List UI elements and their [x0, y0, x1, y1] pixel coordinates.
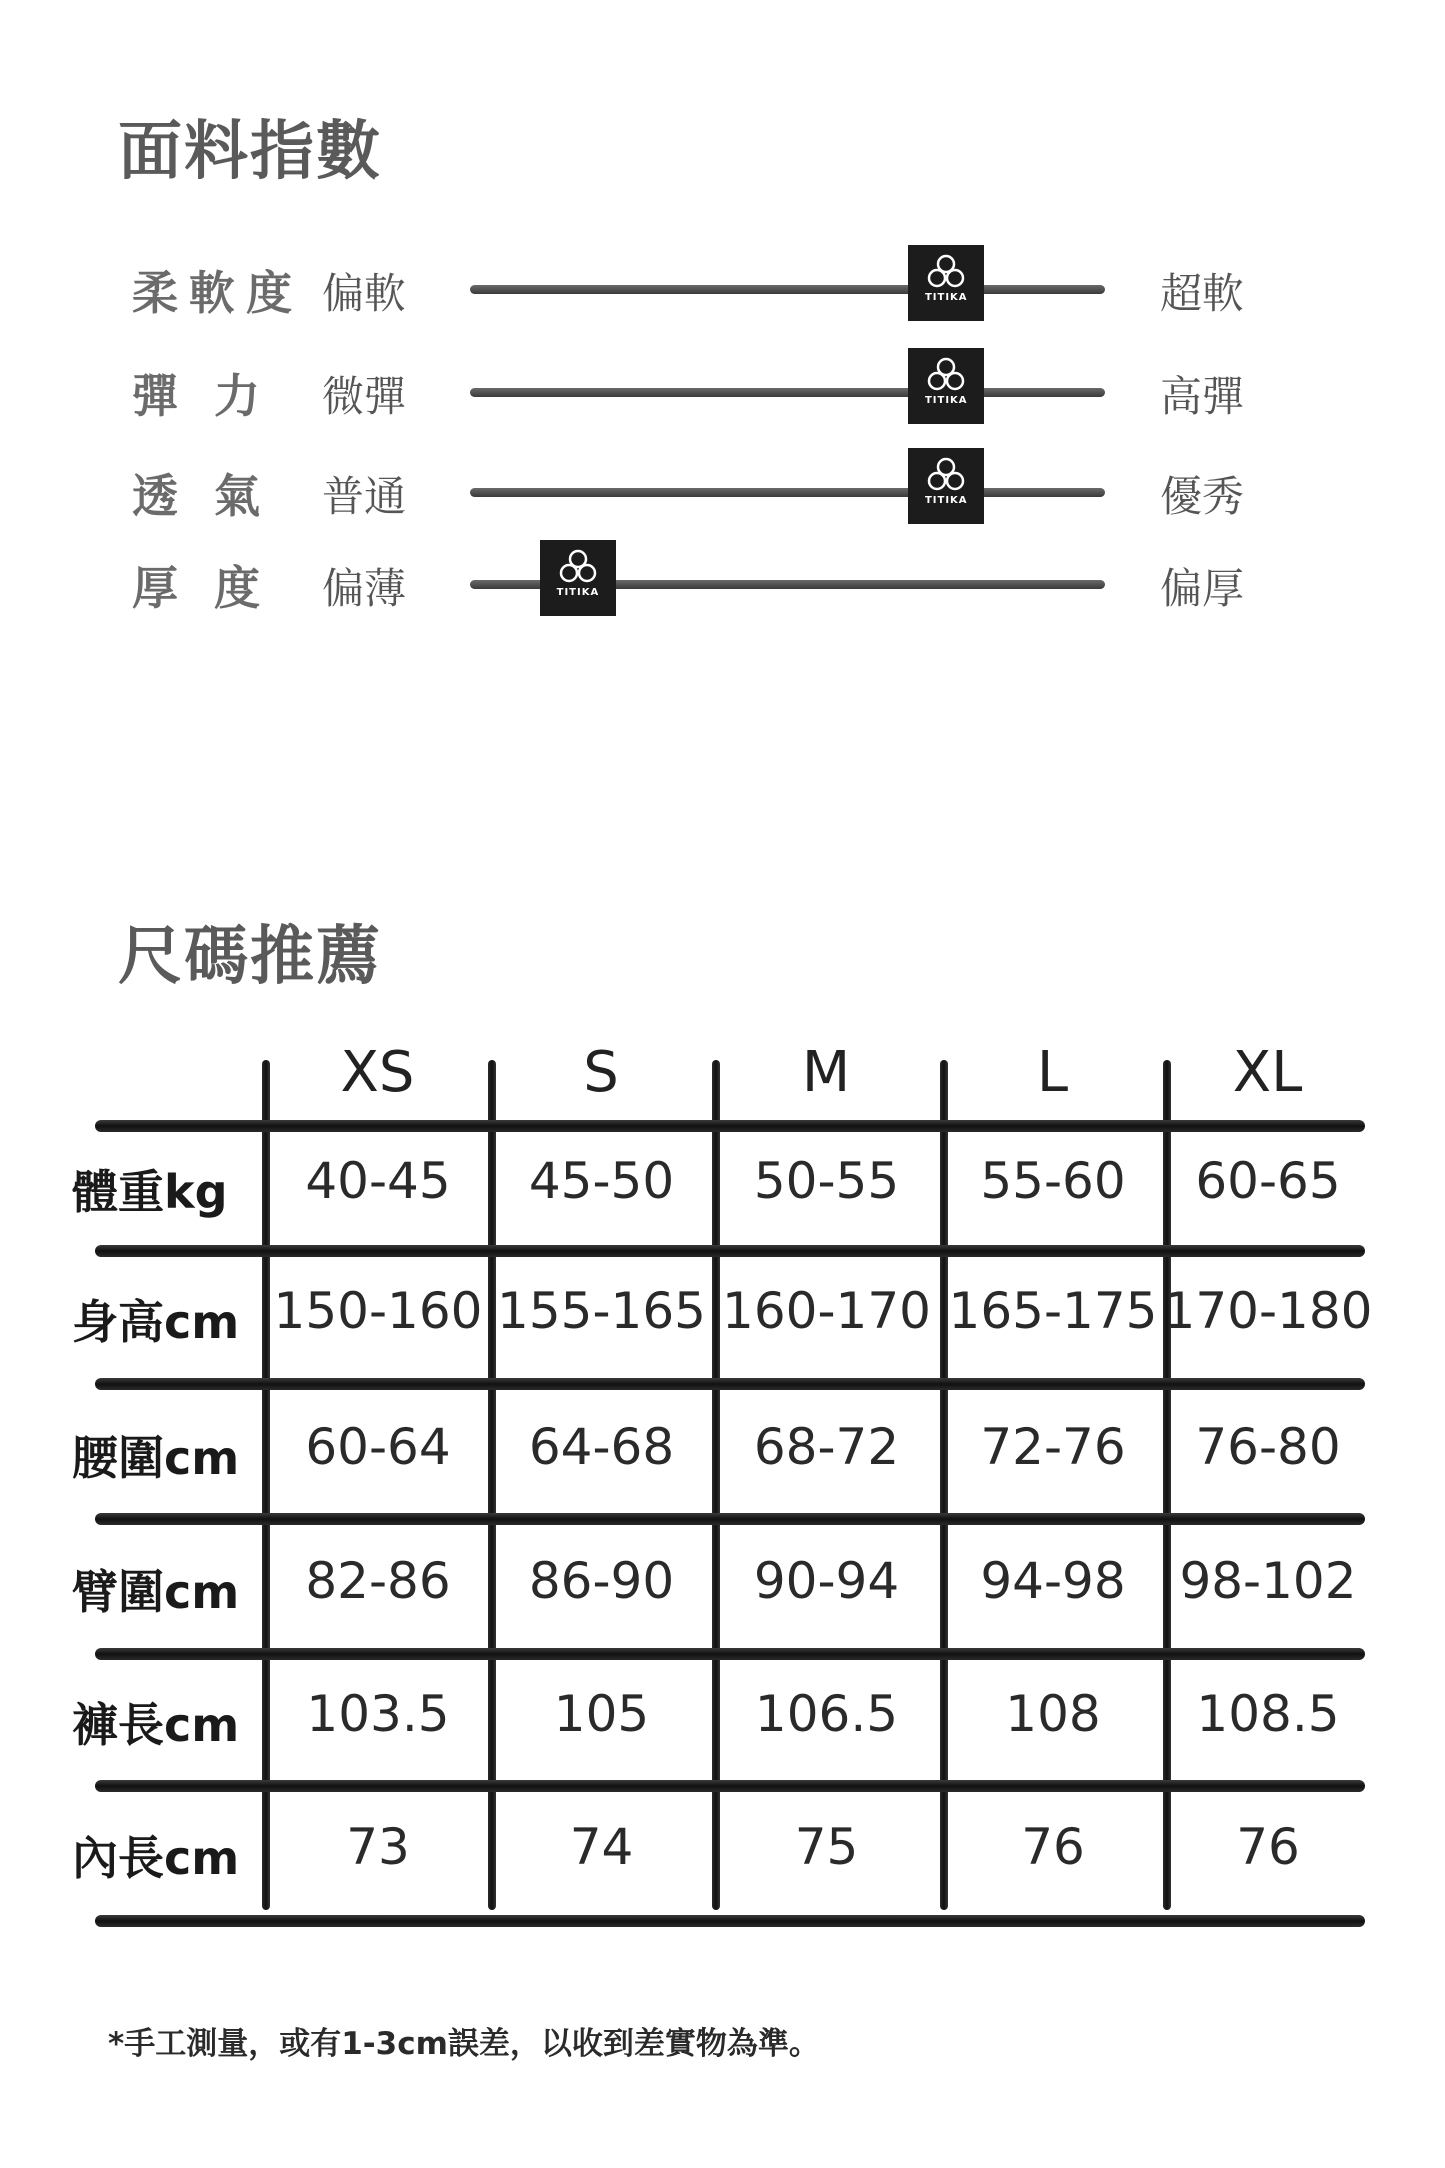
table-cell: 45-50 [528, 1152, 675, 1210]
fabric-label-char: 透 [132, 469, 178, 523]
table-cell: 50-55 [753, 1152, 900, 1210]
trefoil-logo-icon [556, 548, 600, 586]
fabric-row [0, 348, 1445, 438]
table-row-label: 臂圍cm [72, 1565, 240, 1619]
table-row-divider [95, 1120, 1365, 1132]
fabric-high-label: 超軟 [1160, 269, 1245, 318]
fabric-label-char: 度 [246, 266, 292, 320]
fabric-high-label: 偏厚 [1160, 564, 1245, 613]
fabric-level-badge [908, 245, 984, 321]
size-header-cell: XS [340, 1040, 415, 1105]
fabric-low-label: 普通 [322, 472, 407, 521]
table-cell: 40-45 [305, 1152, 451, 1210]
fabric-level-badge [540, 540, 616, 616]
table-cell: 108.5 [1196, 1685, 1340, 1743]
table-cell: 165-175 [948, 1282, 1158, 1340]
table-cell: 98-102 [1179, 1552, 1357, 1610]
table-row-divider [95, 1378, 1365, 1390]
fabric-high-label: 高彈 [1160, 372, 1245, 421]
table-cell: 55-60 [980, 1152, 1126, 1210]
table-row-label: 內長cm [72, 1831, 240, 1885]
table-cell: 90-94 [753, 1552, 900, 1610]
table-row-label: 褲長cm [72, 1698, 240, 1752]
fabric-label-char: 氣 [214, 469, 260, 523]
fabric-label-char: 彈 [132, 369, 178, 423]
fabric-high-label: 優秀 [1160, 472, 1245, 521]
table-cell: 103.5 [306, 1685, 450, 1743]
table-cell: 94-98 [980, 1552, 1126, 1610]
fabric-label-char: 柔 [132, 266, 178, 320]
fabric-scale-track [470, 285, 1105, 294]
table-cell: 68-72 [753, 1418, 900, 1476]
table-cell: 105 [553, 1685, 650, 1743]
size-header-cell: XL [1232, 1040, 1303, 1105]
fabric-row [0, 448, 1445, 538]
table-cell: 60-64 [305, 1418, 451, 1476]
table-row-divider [95, 1648, 1365, 1660]
fabric-low-label: 偏薄 [322, 564, 407, 613]
badge-brand-text: TITIKA [924, 395, 968, 406]
badge-brand-text: TITIKA [556, 587, 600, 598]
table-cell: 74 [569, 1818, 634, 1876]
fabric-label [132, 257, 292, 323]
table-cell: 106.5 [754, 1685, 899, 1743]
table-cell: 86-90 [528, 1552, 675, 1610]
table-cell: 76 [1021, 1818, 1085, 1876]
badge-brand-text: TITIKA [924, 292, 968, 303]
fabric-scale-track [470, 488, 1105, 497]
size-header-cell: L [1036, 1040, 1069, 1105]
fabric-label-char: 力 [214, 369, 260, 423]
table-row-label: 腰圍cm [72, 1431, 240, 1485]
table-row-label: 身高cm [72, 1295, 240, 1349]
badge-brand-text: TITIKA [924, 495, 968, 506]
footnote: *手工測量，或有1-3cm誤差，以收到差實物為準。 [108, 2026, 820, 2062]
fabric-index-title: 面料指數 [118, 115, 382, 189]
table-cell: 170-180 [1163, 1282, 1373, 1340]
table-cell: 160-170 [722, 1282, 931, 1340]
fabric-row [0, 245, 1445, 335]
table-cell: 72-76 [980, 1418, 1126, 1476]
table-row-divider [95, 1780, 1365, 1792]
trefoil-logo-icon [924, 456, 968, 494]
fabric-label [132, 460, 260, 526]
size-header-cell: M [801, 1040, 851, 1105]
trefoil-logo-icon [924, 253, 968, 291]
table-row-divider [95, 1915, 1365, 1927]
fabric-label [132, 360, 260, 426]
fabric-scale-track [470, 388, 1105, 397]
fabric-label-char: 度 [214, 561, 260, 615]
fabric-row [0, 540, 1445, 630]
fabric-level-badge [908, 348, 984, 424]
table-row-label: 體重kg [72, 1165, 228, 1219]
fabric-label-char: 厚 [132, 561, 178, 615]
table-cell: 64-68 [528, 1418, 675, 1476]
fabric-label [132, 552, 260, 618]
fabric-label-char: 軟 [189, 266, 235, 320]
table-cell: 73 [346, 1818, 410, 1876]
fabric-low-label: 偏軟 [322, 269, 407, 318]
table-cell: 108 [1005, 1685, 1101, 1743]
table-row-divider [95, 1245, 1365, 1257]
table-cell: 155-165 [497, 1282, 706, 1340]
fabric-level-badge [908, 448, 984, 524]
table-cell: 76 [1236, 1818, 1300, 1876]
table-cell: 150-160 [273, 1282, 483, 1340]
fabric-low-label: 微彈 [322, 372, 407, 421]
table-row-divider [95, 1513, 1365, 1525]
table-cell: 75 [794, 1818, 859, 1876]
table-cell: 76-80 [1195, 1418, 1341, 1476]
size-header-cell: S [583, 1040, 619, 1105]
table-cell: 60-65 [1195, 1152, 1341, 1210]
trefoil-logo-icon [924, 356, 968, 394]
size-recommendation-title: 尺碼推薦 [118, 920, 382, 994]
table-cell: 82-86 [305, 1552, 451, 1610]
